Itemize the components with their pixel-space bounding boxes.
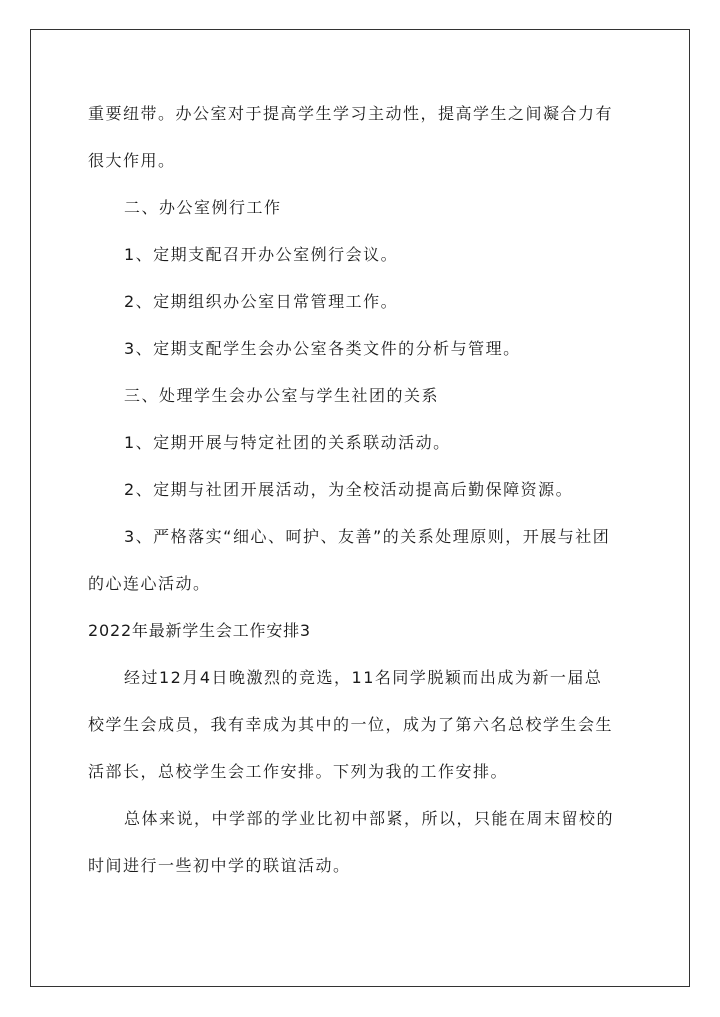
paragraph-line: 时间进行一些初中学的联谊活动。	[88, 856, 351, 875]
document-heading: 2022年最新学生会工作安排3	[88, 621, 311, 640]
section-heading: 二、办公室例行工作	[124, 198, 282, 217]
list-item: 2、定期组织办公室日常管理工作。	[124, 292, 399, 311]
list-item: 2、定期与社团开展活动，为全校活动提高后勤保障资源。	[124, 480, 574, 499]
list-item: 3、严格落实“细心、呵护、友善”的关系处理原则，开展与社团	[124, 527, 611, 546]
list-item-continuation: 的心连心活动。	[88, 574, 211, 593]
paragraph-line: 经过12月4日晚激烈的竞选，11名同学脱颖而出成为新一届总	[124, 668, 603, 687]
document-body	[88, 94, 636, 893]
section-heading: 三、处理学生会办公室与学生社团的关系	[124, 386, 440, 405]
paragraph-line: 活部长，总校学生会工作安排。下列为我的工作安排。	[88, 762, 509, 781]
list-item: 1、定期开展与特定社团的关系联动活动。	[124, 433, 451, 452]
list-item: 3、定期支配学生会办公室各类文件的分析与管理。	[124, 339, 521, 358]
paragraph-line: 校学生会成员，我有幸成为其中的一位，成为了第六名总校学生会生	[88, 715, 614, 734]
paragraph-line: 总体来说，中学部的学业比初中部紧，所以，只能在周末留校的	[124, 809, 615, 828]
list-item: 1、定期支配召开办公室例行会议。	[124, 245, 399, 264]
paragraph-line: 很大作用。	[88, 151, 176, 170]
paragraph-line: 重要纽带。办公室对于提高学生学习主动性，提高学生之间凝合力有	[88, 104, 614, 123]
